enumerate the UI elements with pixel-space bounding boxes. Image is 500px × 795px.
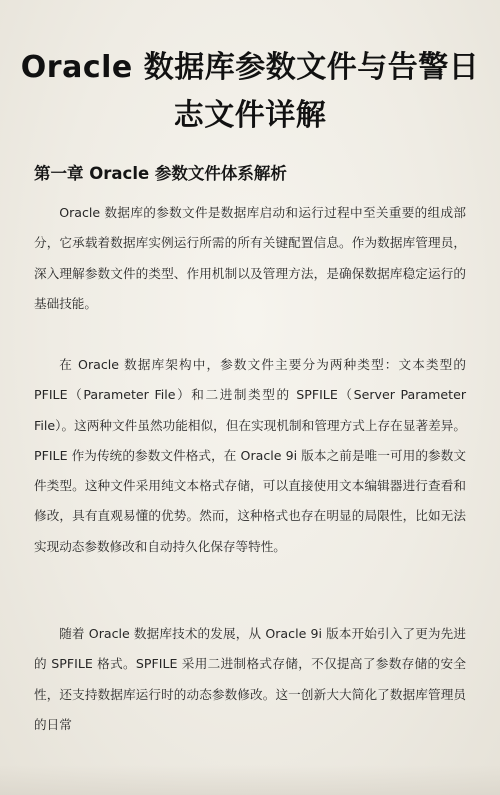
paper-bottom-shadow xyxy=(0,765,500,795)
body-paragraph-3: 随着 Oracle 数据库技术的发展，从 Oracle 9i 版本开始引入了更为先进的 SPFILE 格式。SPFILE 采用二进制格式存储，不仅提高了参数存储的安全性，还支持数据库运行时的动态参数修改。这一创新大大简化了数据库管理员的日常 xyxy=(34,626,466,732)
body-paragraph-1: Oracle 数据库的参数文件是数据库启动和运行过程中至关重要的组成部分，它承载着数据库实例运行所需的所有关键配置信息。作为数据库管理员，深入理解参数文件的类型、作用机制以及管理方法，是确保数据库稳定运行的基础技能。 xyxy=(34,205,466,311)
chapter-heading: 第一章 Oracle 参数文件体系解析 xyxy=(34,164,287,183)
body-paragraph-2: 在 Oracle 数据库架构中，参数文件主要分为两种类型：文本类型的 PFILE（Parameter File）和二进制类型的 SPFILE（Server Parameter File）。这两种文件虽然功能相似，但在实现机制和管理方式上存在显著差异。PFILE 作为传统的参数文件格式，在 Oracle 9i 版本之前是唯一可用的参数文件类型。这种文件采用纯文本格式存储，可以直接使用文本编辑器进行查看和修改，具有直观易懂的优势。然而，这种格式也存在明显的局限性，比如无法实现动态参数修改和自动持久化保存等特性。 xyxy=(34,357,466,554)
document-title: Oracle 数据库参数文件与告警日志文件详解 xyxy=(20,50,480,133)
